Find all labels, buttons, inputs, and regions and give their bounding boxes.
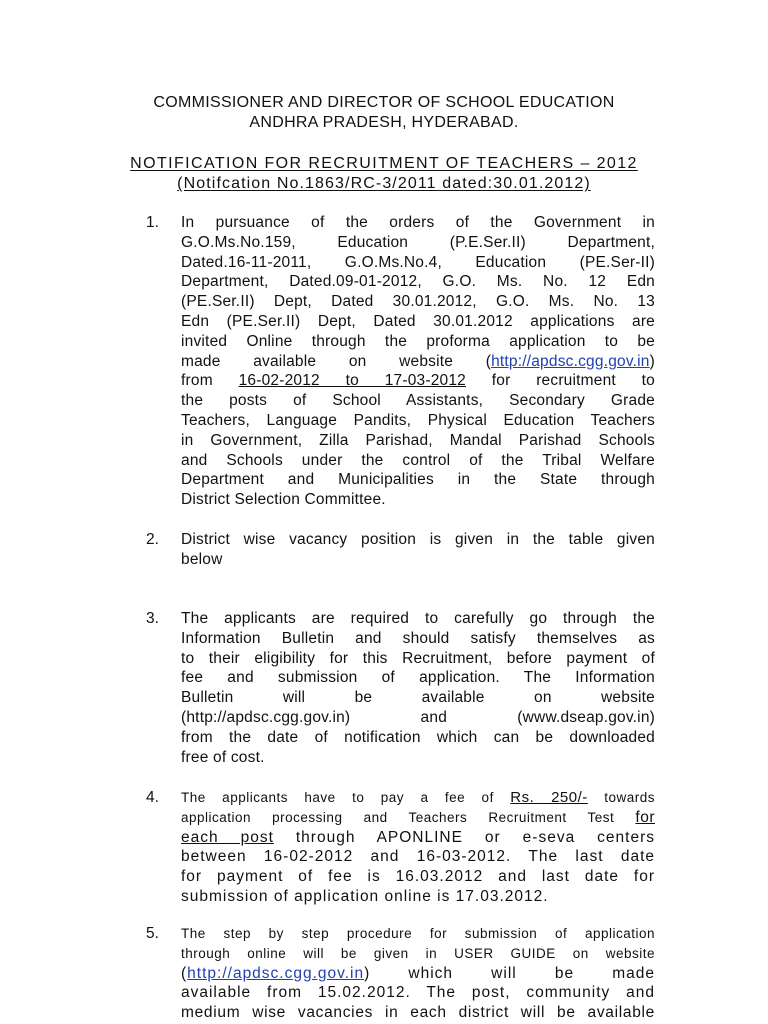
paragraph-1 — [181, 213, 655, 510]
paragraph-line: medium wise vacancies in each district will be available — [181, 1004, 655, 1022]
paragraph-line — [181, 352, 655, 372]
text-segment: ) — [649, 352, 655, 370]
issuer-location: ANDHRA PRADESH, HYDERABAD. — [249, 114, 519, 131]
paragraph-line — [181, 828, 655, 848]
date-range: 16-02-2012 to 17-03-2012 — [238, 372, 466, 390]
paragraph-line: through online will be given in USER GUIDE on website — [181, 945, 655, 961]
issuer-heading: COMMISSIONER AND DIRECTOR OF SCHOOL EDUCATION — [153, 94, 615, 111]
text-segment: The applicants have to pay a fee of — [181, 790, 494, 805]
paragraph-line: The applicants are required to carefully go through the — [181, 610, 655, 627]
paragraph-4 — [181, 788, 655, 907]
paragraph-line: District wise vacancy position is given in the table given — [181, 531, 655, 548]
paragraph-5 — [181, 924, 655, 1023]
paragraph-line: invited Online through the proforma application to be — [181, 332, 655, 350]
item-number: 5. — [146, 925, 159, 942]
paragraph-line: Department and Municipalities in the State through — [181, 471, 655, 489]
emphasis-text: for — [635, 808, 655, 826]
notification-title: NOTIFICATION FOR RECRUITMENT OF TEACHERS – 2012 — [130, 155, 638, 172]
paragraph-line: below — [181, 550, 223, 568]
text-segment: for recruitment to — [491, 372, 655, 390]
text-segment: towards — [604, 790, 655, 805]
paragraph-line: G.O.Ms.No.159, Education (P.E.Ser.II) Department, — [181, 233, 655, 251]
paragraph-line: In pursuance of the orders of the Government in — [181, 214, 655, 231]
paragraph-line: Teachers, Language Pandits, Physical Education Teachers — [181, 411, 655, 429]
text-segment: made available on website ( — [181, 352, 492, 370]
paragraph-line: fee and submission of application. The Information — [181, 669, 655, 687]
paragraph-line: for payment of fee is 16.03.2012 and last date for — [181, 868, 655, 886]
website-link[interactable]: http://apdsc.cgg.gov.in — [491, 352, 650, 370]
paragraph-line: Dated.16-11-2011, G.O.Ms.No.4, Education (PE.Ser-II) — [181, 253, 655, 271]
item-number: 2. — [146, 531, 159, 548]
paragraph-line — [181, 964, 655, 984]
paragraph-line: and Schools under the control of the Tribal Welfare — [181, 451, 655, 469]
fee-amount: Rs. 250/- — [510, 789, 588, 806]
paragraph-line: (http://apdsc.cgg.gov.in) and (www.dseap.gov.in) — [181, 708, 655, 726]
paragraph-2 — [181, 530, 655, 570]
paragraph-line: to their eligibility for this Recruitment, before payment of — [181, 649, 655, 667]
paragraph-line: Information Bulletin and should satisfy themselves as — [181, 629, 655, 647]
emphasis-text: each post — [181, 828, 274, 846]
notification-subtitle: (Notifcation No.1863/RC-3/2011 dated:30.01.2012) — [177, 175, 591, 192]
paragraph-line: from the date of notification which can be downloaded — [181, 728, 655, 746]
text-segment: application processing and Teachers Recruitment Test — [181, 809, 615, 825]
paragraph-line: (PE.Ser.II) Dept, Dated 30.01.2012, G.O. Ms. No. 13 — [181, 293, 655, 311]
item-number: 1. — [146, 214, 159, 231]
item-number: 4. — [146, 789, 159, 806]
text-segment: from — [181, 372, 213, 390]
paragraph-line: the posts of School Assistants, Secondary Grade — [181, 392, 655, 410]
paragraph-line: between 16-02-2012 and 16-03-2012. The last date — [181, 848, 655, 866]
text-segment: ) which will be made — [364, 964, 655, 982]
paragraph-line: submission of application online is 17.03.2012. — [181, 887, 549, 905]
paragraph-line: Edn (PE.Ser.II) Dept, Dated 30.01.2012 applications are — [181, 312, 655, 330]
paragraph-line: free of cost. — [181, 748, 265, 766]
text-segment: ( — [181, 964, 188, 982]
item-number: 3. — [146, 610, 159, 627]
paragraph-line: District Selection Committee. — [181, 491, 386, 509]
paragraph-line: available from 15.02.2012. The post, community and — [181, 984, 655, 1002]
text-segment: through APONLINE or e-seva centers — [295, 828, 656, 846]
paragraph-line: Department, Dated.09-01-2012, G.O. Ms. No. 12 Edn — [181, 273, 655, 291]
paragraph-line: The step by step procedure for submission of application — [181, 926, 655, 941]
website-link[interactable]: http://apdsc.cgg.gov.in — [187, 964, 365, 982]
paragraph-line: in Government, Zilla Parishad, Mandal Parishad Schools — [181, 431, 655, 449]
paragraph-line — [181, 788, 655, 808]
paragraph-line: Bulletin will be available on website — [181, 689, 655, 707]
paragraph-line — [181, 808, 655, 828]
paragraph-line — [181, 371, 655, 391]
paragraph-3 — [181, 609, 655, 767]
